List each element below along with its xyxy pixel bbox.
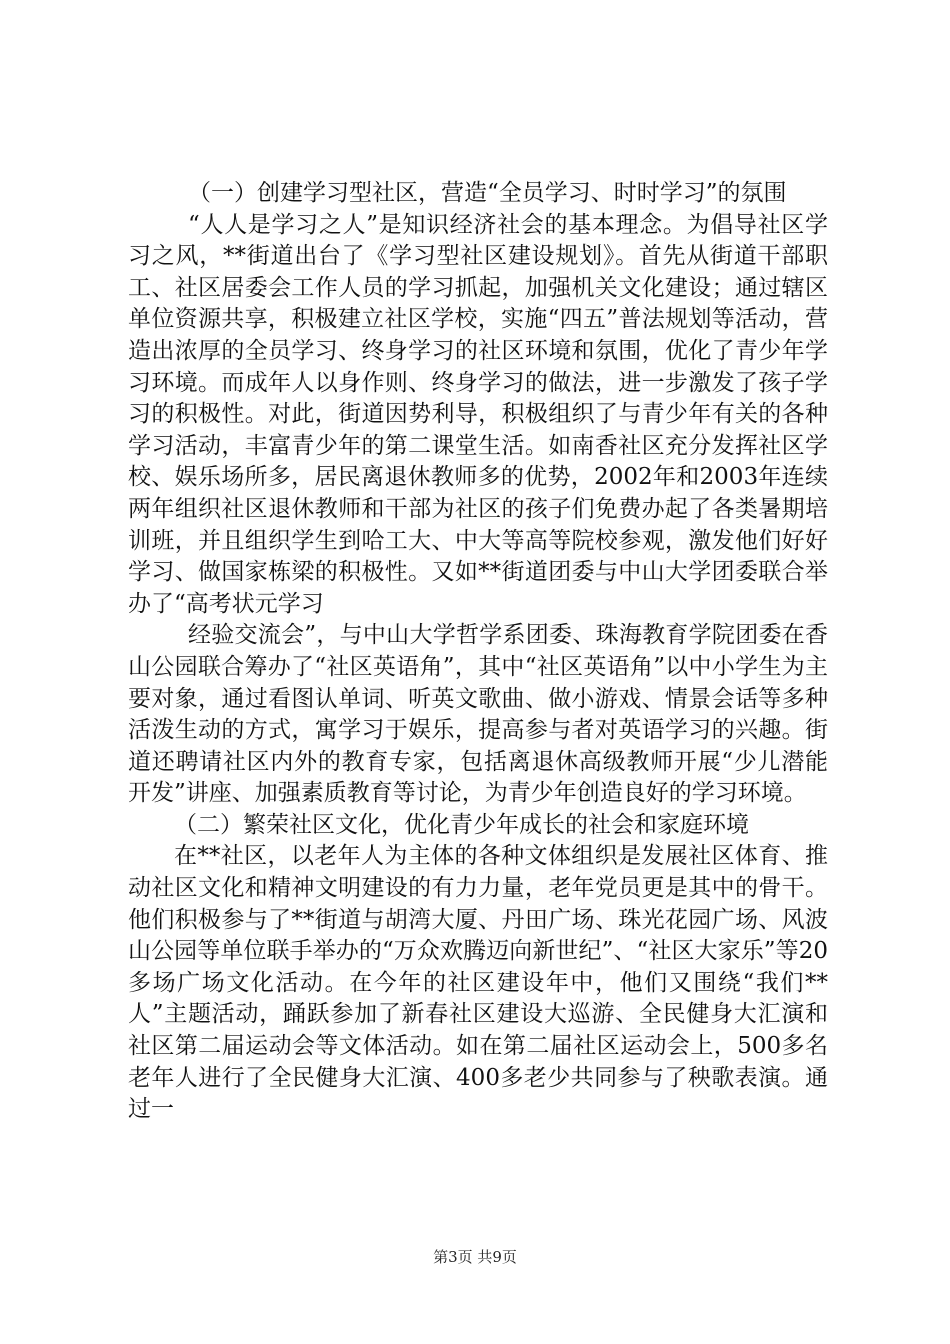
body-paragraph-1: “人人是学习之人”是知识经济社会的基本理念。为倡导社区学习之风，**街道出台了《学习型社区建设规划》。首先从街道干部职工、社区居委会工作人员的学习抓起，加强机关文化建设；通过辖区单位资源共享，积极建立社区学校，实施“四五”普法规划等活动，营造出浓厚的全员学习、终身学习的社区环境和氛围，优化了青少年学习环境。而成年人以身作则、终身学习的做法，进一步激发了孩子学习的积极性。对此，街道因势利导，积极组织了与青少年有关的各种学习活动，丰富青少年的第二课堂生活。如南香社区充分发挥社区学校、娱乐场所多，居民离退休教师多的优势，2002年和2003年连续两年组织社区退休教师和干部为社区的孩子们免费办起了各类暑期培训班，并且组织学生到哈工大、中大等高等院校参观，激发他们好好学习、做国家栋梁的积极性。又如**街道团委与中山大学团委联合举办了“高考状元学习 [128, 211, 828, 617]
section-heading-1: （一）创建学习型社区，营造“全员学习、时时学习”的氛围 [188, 180, 787, 206]
section-heading-2: （二）繁荣社区文化，优化青少年成长的社会和家庭环境 [174, 811, 749, 838]
body-paragraph-2: 经验交流会”，与中山大学哲学系团委、珠海教育学院团委在香山公园联合筹办了“社区英语角”，其中“社区英语角”以中小学生为主要对象，通过看图认单词、听英文歌曲、做小游戏、情景会话等多种活泼生动的方式，寓学习于娱乐，提高参与者对英语学习的兴趣。街道还聘请社区内外的教育专家，包括离退休高级教师开展“少儿潜能开发”讲座、加强素质教育等讨论，为青少年创造良好的学习环境。 [128, 622, 828, 807]
page-number-footer: 第3页 共9页 [433, 1248, 517, 1266]
document-body [128, 178, 828, 1126]
body-paragraph-3: 在**社区，以老年人为主体的各种文体组织是发展社区体育、推动社区文化和精神文明建设的有力力量，老年党员更是其中的骨干。他们积极参与了**街道与胡湾大厦、丹田广场、珠光花园广场、风波山公园等单位联手举办的“万众欢腾迈向新世纪”、“社区大家乐”等20多场广场文化活动。在今年的社区建设年中，他们又围绕“我们**人”主题活动，踊跃参加了新春社区建设大巡游、全民健身大汇演和社区第二届运动会等文体活动。如在第二届社区运动会上，500多名老年人进行了全民健身大汇演、400多老少共同参与了秧歌表演。通过一 [128, 843, 828, 1123]
